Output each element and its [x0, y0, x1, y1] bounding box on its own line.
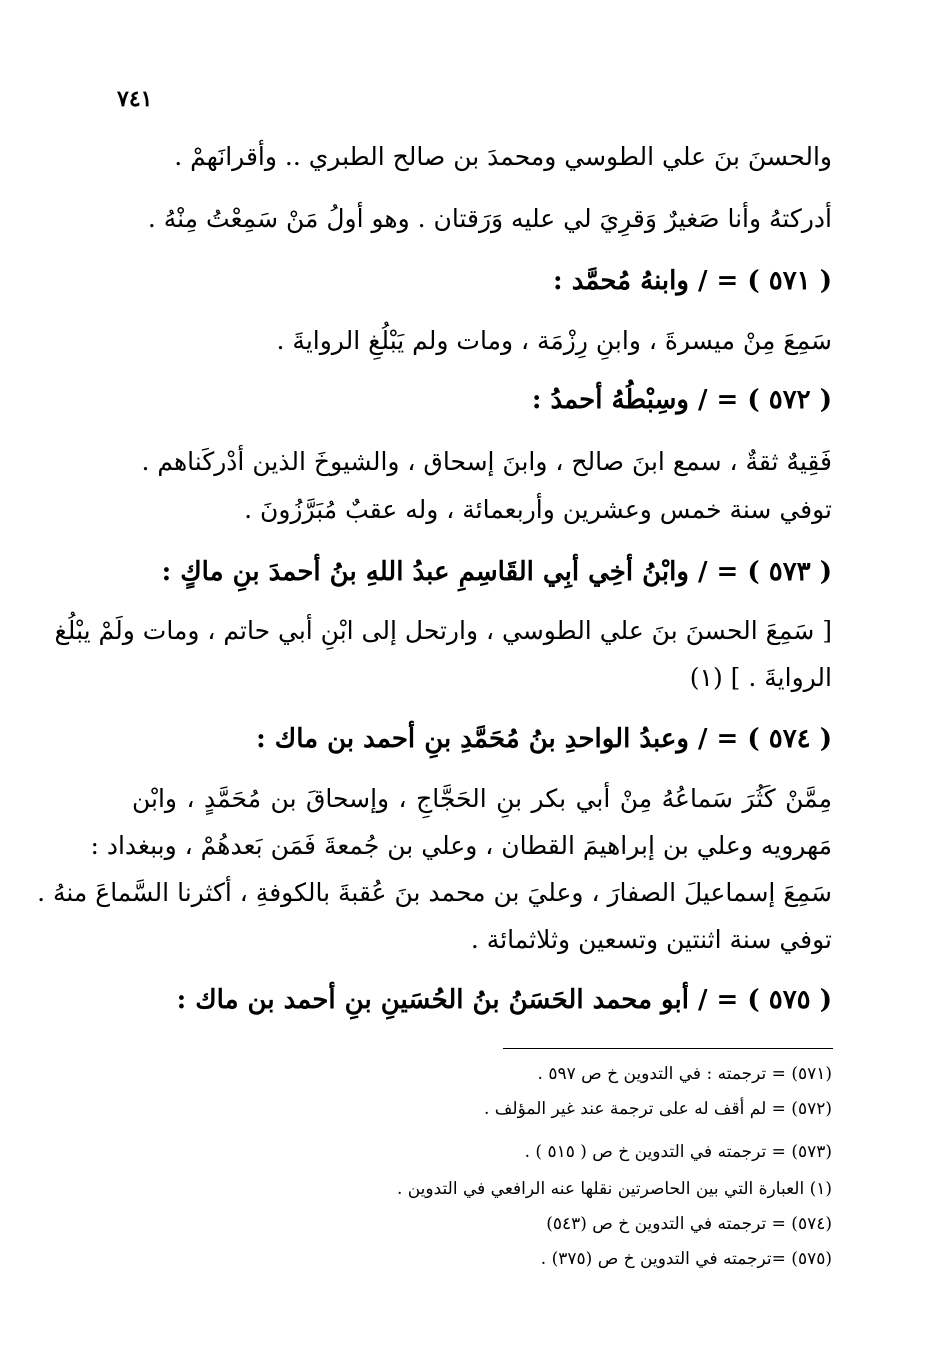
entry-heading-574: ( ٥٧٤ ) = / وعبدُ الواحدِ بنُ مُحَمَّدِ بنِ أحمد بن ماك : — [256, 724, 832, 754]
entry-heading-571: ( ٥٧١ ) = / وابنهُ مُحمَّد : — [553, 266, 832, 296]
footnote-separator — [503, 1048, 833, 1049]
body-line-9: [ سَمِعَ الحسنَ بنَ علي الطوسي ، وارتحل إلى ابْنِ أبي حاتم ، ومات ولَمْ يبْلُغ — [54, 616, 832, 645]
body-line-2: أدركتهُ وأنا صَغيرٌ وَقرِيَ لي عليه وَرَقتان . وهو أولُ مَنْ سَمِعْتُ مِنْهُ . — [147, 204, 832, 233]
body-line-7: توفي سنة خمس وعشرين وأربعمائة ، وله عقبٌ مُبَرَّزُونَ . — [244, 495, 832, 524]
footnote-572: (٥٧٢) = لم أقف له على ترجمة عند غير المؤلف . — [484, 1099, 832, 1119]
entry-heading-573: ( ٥٧٣ ) = / وابْنُ أخِي أبِي القَاسِمِ عبدُ اللهِ بنُ أحمدَ بنِ ماكٍ : — [161, 557, 832, 587]
body-line-15: توفي سنة اثنتين وتسعين وثلاثمائة . — [470, 925, 832, 954]
page-number: ٧٤١ — [117, 86, 153, 112]
footnote-571: (٥٧١) = ترجمته : في التدوين خ ص ٥٩٧ . — [537, 1064, 832, 1084]
body-line-6: فَقِيهٌ ثقةٌ ، سمع ابنَ صالح ، وابنَ إسحاق ، والشيوخَ الذين أدْركَناهم . — [141, 447, 832, 476]
footnote-575: (٥٧٥) =ترجمته في التدوين خ ص (٣٧٥) . — [540, 1249, 832, 1269]
body-line-1: والحسنَ بنَ علي الطوسي ومحمدَ بن صالح الطبري .. وأقرانَهمْ . — [174, 142, 832, 171]
entry-heading-572: ( ٥٧٢ ) = / وسِبْطُهُ أحمدُ : — [531, 385, 832, 415]
body-line-4: سَمِعَ مِنْ ميسرةَ ، وابنِ رِزْمَة ، ومات ولم يَبْلُغِ الروايةَ . — [276, 326, 832, 355]
body-line-12: مِمَّنْ كَثُرَ سَماعُهُ مِنْ أبي بكر بنِ الحَجَّاجِ ، وإسحاقَ بن مُحَمَّدٍ ، وابْن — [132, 784, 832, 813]
entry-heading-575: ( ٥٧٥ ) = / أبو محمد الحَسَنُ بنُ الحُسَينِ بنِ أحمد بن ماك : — [176, 985, 832, 1015]
body-line-10: الروايةَ . ] (١) — [689, 663, 832, 692]
body-line-13: مَهرويه وعلي بن إبراهيمَ القطان ، وعلي بن جُمعةَ فَمَن بَعدهُمْ ، وببغداد : — [90, 831, 832, 860]
footnote-1: (١) العبارة التي بين الحاصرتين نقلها عنه الرافعي في التدوين . — [396, 1179, 832, 1199]
footnote-574: (٥٧٤) = ترجمته في التدوين خ ص (٥٤٣) — [546, 1214, 832, 1234]
footnote-573: (٥٧٣) = ترجمته في التدوين خ ص ( ٥١٥ ) . — [524, 1142, 832, 1162]
body-line-14: سَمِعَ إسماعيلَ الصفارَ ، وعليَ بن محمد بنَ عُقبةَ بالكوفةِ ، أكثرنا السَّماعَ منهُ . — [37, 878, 832, 907]
